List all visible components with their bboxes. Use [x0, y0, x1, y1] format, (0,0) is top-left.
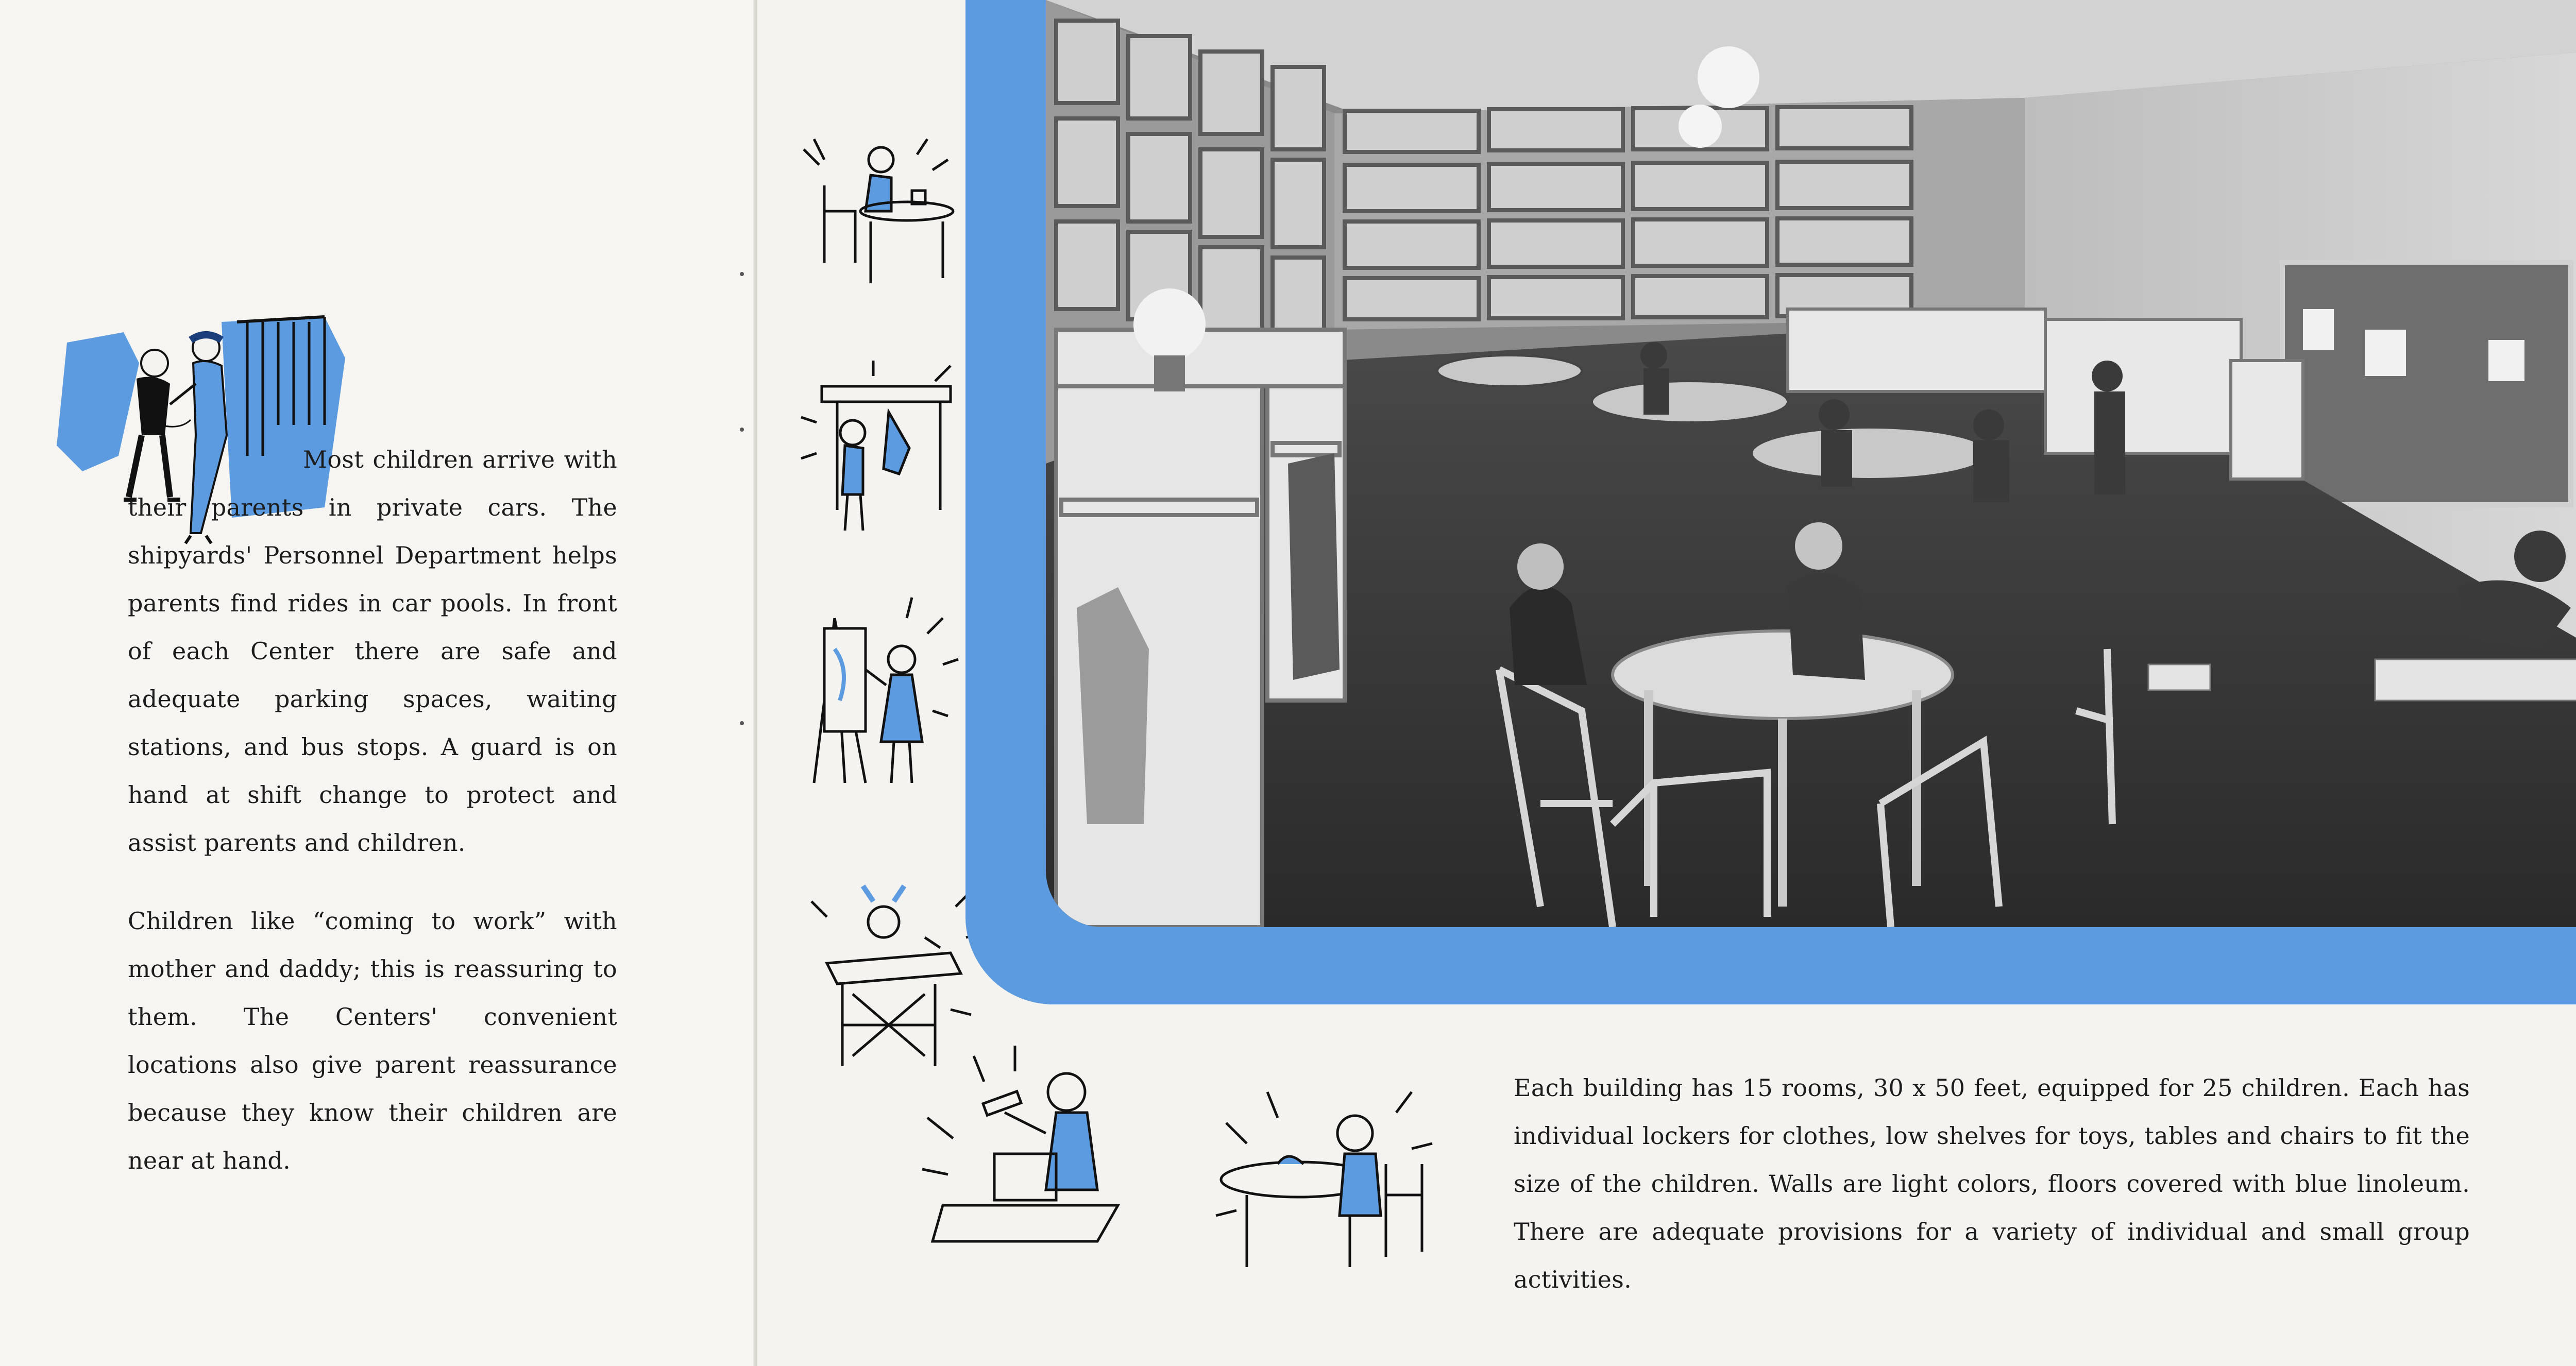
paragraph-coming-to-work: Children like “coming to work” with mother and daddy; this is reassuring to them. The Centers' convenient locations also give parent reassurance because they know their children are near at hand. [128, 907, 617, 1174]
child-at-round-table-sketch [1206, 1061, 1443, 1293]
left-page [0, 0, 757, 1366]
paragraph-indent [128, 463, 303, 468]
binding-hole [740, 272, 744, 276]
child-painting-easel-sketch [793, 587, 969, 804]
photo-caption: Each building has 15 rooms, 30 x 50 feet, equipped for 25 children. Each has individual lockers for clothes, low shelves for toys, tables and chairs to fit the size of the children. Walls are light colors, floors covered with blue linoleum. There are adequate provisions for a variety of individual and small group activities. [1514, 1074, 2470, 1293]
child-at-table-sketch [793, 129, 958, 294]
classroom-photograph [1046, 0, 2576, 927]
paragraph-arrival-text: Most children arrive with their parents in private cars. The shipyards' Personnel Department helps parents find rides in car pools. In front of each Center there are safe and adequate parking spaces, waiting stations, and bus stops. A guard is on hand at shift change to protect and assist parents and children. [128, 446, 617, 857]
child-hammering-sketch [912, 1035, 1170, 1262]
child-at-locker-sketch [796, 355, 961, 551]
binding-hole [740, 721, 744, 725]
paragraph-arrival [128, 436, 617, 867]
binding-hole [740, 428, 744, 432]
